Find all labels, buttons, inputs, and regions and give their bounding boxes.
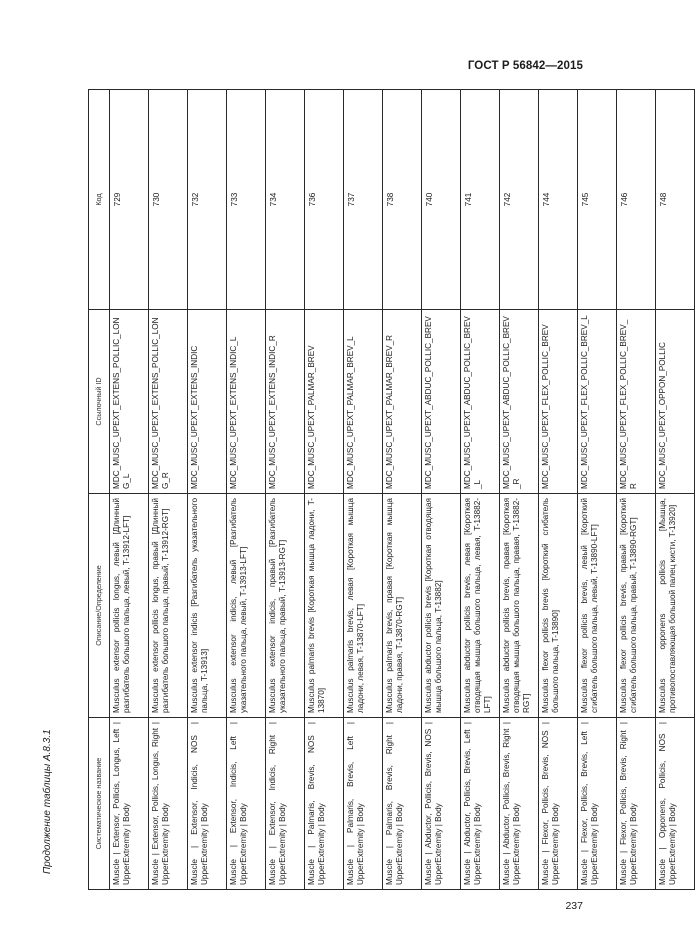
cell-reference-id: MDC_MUSC_UPEXT_PALMAR_BREV_L <box>344 310 383 494</box>
table-caption: Продолжение таблицы А.8.3.1 <box>42 729 53 874</box>
table-row <box>110 90 149 890</box>
column-header-name: Систематическое название <box>89 718 110 890</box>
cell-systematic-name: Muscle | Extensor, Pollicis, Longus, Left | UpperExtremity | Body <box>110 718 149 890</box>
table-row <box>500 90 539 890</box>
terms-table <box>88 89 695 890</box>
cell-reference-id: MDC_MUSC_UPEXT_ABDUC_POLLIC_BREV_R <box>500 310 539 494</box>
cell-description: Musculus opponens pollicis [Мышца, противопоставляющая большой палец кисти, T-13920] <box>656 494 695 718</box>
cell-reference-id: MDC_MUSC_UPEXT_EXTENS_INDIC_R <box>266 310 305 494</box>
cell-reference-id: MDC_MUSC_UPEXT_OPPON_POLLIC <box>656 310 695 494</box>
cell-code: 736 <box>305 90 344 310</box>
cell-code: 744 <box>539 90 578 310</box>
cell-code: 742 <box>500 90 539 310</box>
cell-systematic-name: Muscle | Abductor, Pollicis, Brevis, Right | UpperExtremity | Body <box>500 718 539 890</box>
cell-description: Musculus palmaris brevis [Короткая мышца ладони, T-13870] <box>305 494 344 718</box>
cell-systematic-name: Muscle | Flexor, Pollicis, Brevis, Right | UpperExtremity | Body <box>617 718 656 890</box>
cell-code: 732 <box>188 90 227 310</box>
cell-code: 748 <box>656 90 695 310</box>
table-row <box>149 90 188 890</box>
cell-code: 737 <box>344 90 383 310</box>
cell-code: 740 <box>422 90 461 310</box>
cell-code: 741 <box>461 90 500 310</box>
cell-reference-id: MDC_MUSC_UPEXT_EXTENS_INDIC_L <box>227 310 266 494</box>
column-header-code: Код <box>89 90 110 310</box>
cell-reference-id: MDC_MUSC_UPEXT_EXTENS_POLLIC_LONG_R <box>149 310 188 494</box>
table-row <box>539 90 578 890</box>
cell-code: 734 <box>266 90 305 310</box>
table-row <box>305 90 344 890</box>
cell-reference-id: MDC_MUSC_UPEXT_EXTENS_POLLIC_LONG_L <box>110 310 149 494</box>
page-number: 237 <box>565 900 583 912</box>
cell-description: Musculus flexor pollicis brevis, правый [Короткий сгибатель большого пальца, правый, T-13890-RGT] <box>617 494 656 718</box>
table-row <box>422 90 461 890</box>
cell-reference-id: MDC_MUSC_UPEXT_FLEX_POLLIC_BREV_R <box>617 310 656 494</box>
cell-systematic-name: Muscle | Extensor, Pollicis, Longus, Right | UpperExtremity | Body <box>149 718 188 890</box>
table-row <box>227 90 266 890</box>
cell-description: Musculus palmaris brevis, левая [Короткая мышца ладони, левая, T-13870-LFT] <box>344 494 383 718</box>
table-row <box>578 90 617 890</box>
cell-systematic-name: Muscle | Extensor, Indicis, Left | UpperExtremity | Body <box>227 718 266 890</box>
cell-systematic-name: Muscle | Flexor, Pollicis, Brevis, Left | UpperExtremity | Body <box>578 718 617 890</box>
rotated-table <box>88 90 677 890</box>
cell-code: 745 <box>578 90 617 310</box>
cell-description: Musculus flexor pollicis brevis [Короткий сгибатель большого пальца, T-13890] <box>539 494 578 718</box>
cell-systematic-name: Muscle | Abductor, Pollicis, Brevis, Left | UpperExtremity | Body <box>461 718 500 890</box>
table-container <box>88 90 677 890</box>
cell-code: 746 <box>617 90 656 310</box>
table-row <box>656 90 695 890</box>
cell-description: Musculus flexor pollicis brevis, левый [Короткий сгибатель большого пальца, левый, T-13890-LFT] <box>578 494 617 718</box>
cell-reference-id: MDC_MUSC_UPEXT_EXTENS_INDIC <box>188 310 227 494</box>
cell-systematic-name: Muscle | Palmaris, Brevis, Right | UpperExtremity | Body <box>383 718 422 890</box>
cell-systematic-name: Muscle | Extensor, Indicis, Right | UpperExtremity | Body <box>266 718 305 890</box>
cell-code: 733 <box>227 90 266 310</box>
cell-code: 729 <box>110 90 149 310</box>
cell-description: Musculus abductor pollicis brevis [Короткая отводящая мышца большого пальца, T-13882] <box>422 494 461 718</box>
table-row <box>383 90 422 890</box>
cell-description: Musculus extensor indicis [Разгибатель указательного пальца, T-13913] <box>188 494 227 718</box>
cell-systematic-name: Muscle | Flexor, Pollicis, Brevis, NOS | UpperExtremity | Body <box>539 718 578 890</box>
cell-description: Musculus extensor indicis, левый [Разгибатель указательного пальца, левый, T-13913-LFT] <box>227 494 266 718</box>
table-row <box>344 90 383 890</box>
cell-description: Musculus abductor pollicis brevis, правая [Короткая отводящая мышца большого пальца, правая, T-13882-RGT] <box>500 494 539 718</box>
cell-reference-id: MDC_MUSC_UPEXT_PALMAR_BREV_R <box>383 310 422 494</box>
table-row <box>461 90 500 890</box>
table-row <box>188 90 227 890</box>
cell-reference-id: MDC_MUSC_UPEXT_ABDUC_POLLIC_BREV <box>422 310 461 494</box>
cell-description: Musculus palmaris brevis, правая [Короткая мышца ладони, правая, T-13870-RGT] <box>383 494 422 718</box>
standard-number: ГОСТ Р 56842—2015 <box>467 60 583 72</box>
cell-code: 738 <box>383 90 422 310</box>
cell-reference-id: MDC_MUSC_UPEXT_FLEX_POLLIC_BREV_L <box>578 310 617 494</box>
cell-code: 730 <box>149 90 188 310</box>
cell-reference-id: MDC_MUSC_UPEXT_PALMAR_BREV <box>305 310 344 494</box>
cell-systematic-name: Muscle | Opponens, Pollicis, NOS | UpperExtremity | Body <box>656 718 695 890</box>
cell-description: Musculus extensor pollicis longus, левый [Длинный разгибатель большого пальца, левый, T-13912-LFT] <box>110 494 149 718</box>
cell-systematic-name: Muscle | Extensor, Indicis, NOS | UpperExtremity | Body <box>188 718 227 890</box>
column-header-description: Описание/Определение <box>89 494 110 718</box>
table-header-row <box>89 90 110 890</box>
cell-reference-id: MDC_MUSC_UPEXT_ABDUC_POLLIC_BREV_L <box>461 310 500 494</box>
cell-description: Musculus abductor pollicis brevis, левая [Короткая отводящая мышца большого пальца, левая, T-13882-LFT] <box>461 494 500 718</box>
cell-systematic-name: Muscle | Abductor, Pollicis, Brevis, NOS | UpperExtremity | Body <box>422 718 461 890</box>
table-body <box>110 90 695 890</box>
cell-systematic-name: Muscle | Palmaris, Brevis, Left | UpperExtremity | Body <box>344 718 383 890</box>
table-row <box>266 90 305 890</box>
cell-systematic-name: Muscle | Palmaris, Brevis, NOS | UpperExtremity | Body <box>305 718 344 890</box>
table-row <box>617 90 656 890</box>
column-header-reference-id: Ссылочный ID <box>89 310 110 494</box>
cell-reference-id: MDC_MUSC_UPEXT_FLEX_POLLIC_BREV <box>539 310 578 494</box>
cell-description: Musculus extensor pollicis longus, правый [Длинный разгибатель большого пальца, правый, T-13912-RGT] <box>149 494 188 718</box>
cell-description: Musculus extensor indicis, правый [Разгибатель указательного пальца, правый, T-13913-RGT] <box>266 494 305 718</box>
